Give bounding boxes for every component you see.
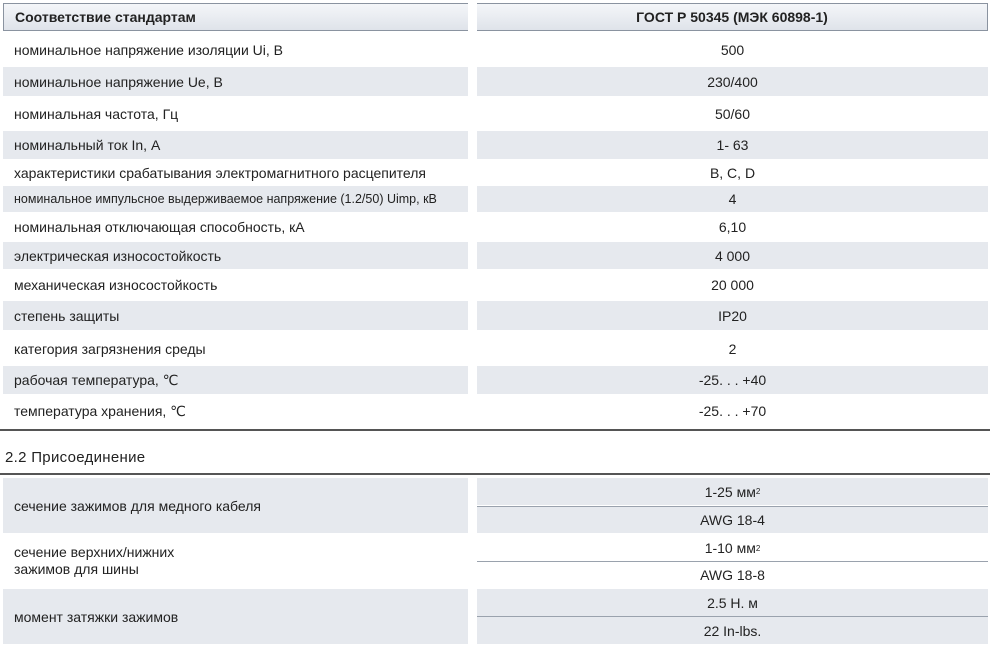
row-value <box>477 589 988 616</box>
table-row <box>3 67 988 96</box>
row-label: механическая износостойкость <box>14 276 218 293</box>
row-label: момент затяжки зажимов <box>3 589 468 644</box>
superscript: 2 <box>755 543 761 553</box>
row-label: номинальная частота, Гц <box>14 105 179 122</box>
table-row <box>3 131 988 159</box>
table-row <box>3 396 988 426</box>
superscript: 2 <box>755 487 761 496</box>
table-row <box>3 214 988 240</box>
table-row <box>3 333 988 364</box>
table-row <box>3 242 988 269</box>
row-label: сечение зажимов для медного кабеля <box>3 478 468 533</box>
row-value: 50/60 <box>714 105 751 122</box>
table-header-row <box>3 3 988 31</box>
row-label: номинальное напряжение изоляции Ui, В <box>14 41 284 58</box>
row-value: 6,10 <box>718 219 747 235</box>
row-label: номинальное напряжение Ue, В <box>3 67 468 96</box>
row-value: 1- 63 <box>477 131 988 159</box>
row-value: -25. . . +70 <box>698 403 767 419</box>
row-value: 4 000 <box>477 242 988 269</box>
row-label: температура хранения, ℃ <box>14 402 186 419</box>
table-row <box>3 271 988 298</box>
row-label: степень защиты <box>3 301 468 330</box>
table-row <box>3 35 988 64</box>
value-text: 22 In-lbs. <box>703 622 762 639</box>
row-value <box>477 535 988 561</box>
value-text: AWG 18-8 <box>700 566 765 583</box>
row-label: номинальное импульсное выдерживаемое напряжение (1.2/50) Uimp, кВ <box>3 186 468 212</box>
row-label: характеристики срабатывания электромагнитного расцепителя <box>14 164 426 181</box>
table-row <box>3 98 988 129</box>
row-value <box>477 617 988 644</box>
value-text: AWG 18-4 <box>700 512 765 528</box>
row-label: рабочая температура, ℃ <box>3 366 468 394</box>
section-divider <box>0 473 990 475</box>
label-line: сечение верхних/нижних <box>14 544 175 560</box>
value-text: 1-25 мм <box>704 483 756 500</box>
section-title: 2.2 Присоединение <box>5 449 146 466</box>
row-value <box>477 478 988 505</box>
row-value: 2 <box>728 340 737 357</box>
row-label: электрическая износостойкость <box>3 242 468 269</box>
table-row <box>3 186 988 212</box>
section-divider <box>0 429 990 431</box>
table-row <box>3 366 988 394</box>
row-label: номинальная отключающая способность, кА <box>14 219 305 235</box>
row-label <box>3 535 468 587</box>
row-value: -25. . . +40 <box>477 366 988 394</box>
label-line: зажимов для шины <box>14 561 139 577</box>
row-value: 20 000 <box>711 276 754 293</box>
header-left: Соответствие стандартам <box>3 3 468 31</box>
table-row <box>3 161 988 184</box>
row-value: IP20 <box>477 301 988 330</box>
table-row <box>3 301 988 330</box>
row-value: B, C, D <box>709 164 756 181</box>
row-value <box>477 562 988 587</box>
row-label: категория загрязнения среды <box>14 340 206 357</box>
value-text: 2.5 Н. м <box>707 594 758 611</box>
row-value: 230/400 <box>477 67 988 96</box>
row-value: 500 <box>720 41 745 58</box>
value-text: 1-10 мм <box>704 540 756 556</box>
header-right: ГОСТ Р 50345 (МЭК 60898-1) <box>477 3 988 31</box>
row-value: 4 <box>477 186 988 212</box>
row-label: номинальный ток In, А <box>3 131 468 159</box>
row-value <box>477 507 988 533</box>
